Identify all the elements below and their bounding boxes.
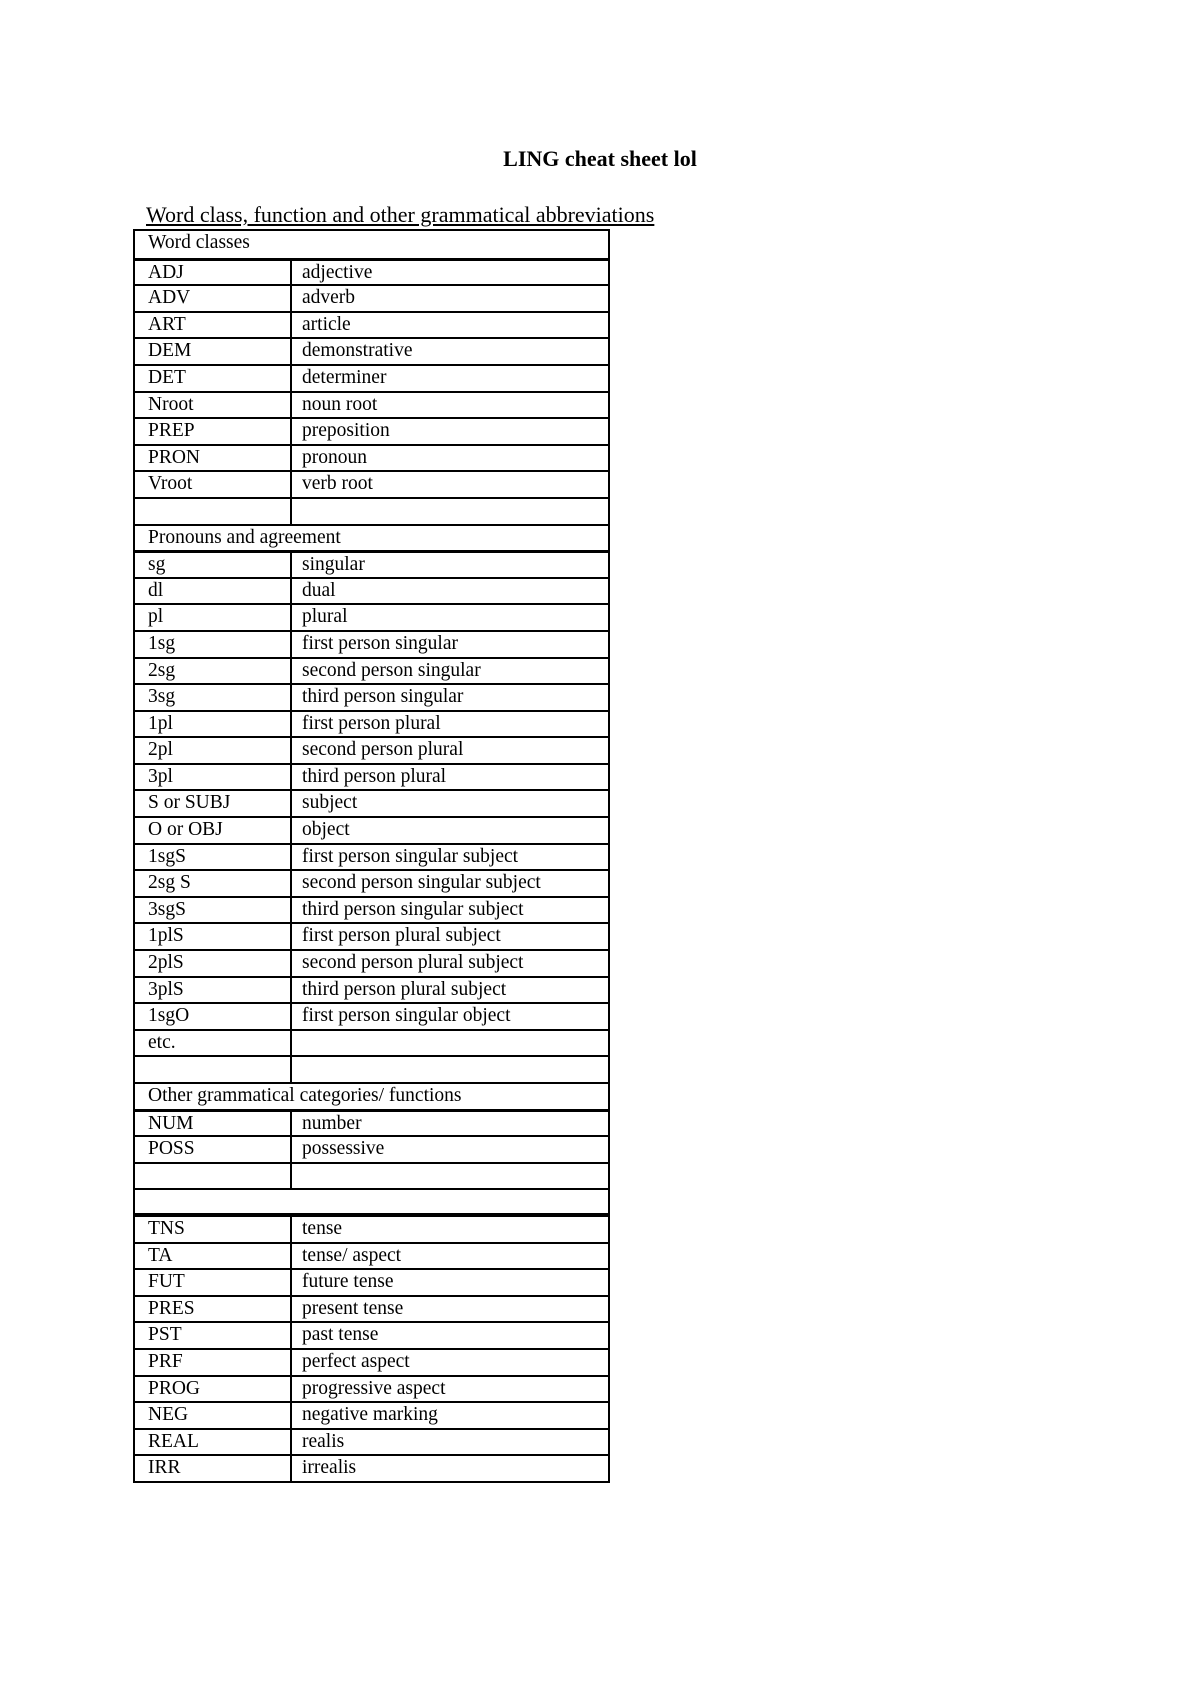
table-row <box>135 550 608 577</box>
abbreviation-cell: FUT <box>135 1270 292 1295</box>
abbreviation-cell: PREP <box>135 419 292 444</box>
meaning-cell: second person plural subject <box>302 952 524 974</box>
table-row <box>135 391 608 418</box>
abbreviation-cell: etc. <box>135 1031 292 1056</box>
abbreviation-cell: 2plS <box>135 951 292 976</box>
table-row <box>135 1109 608 1136</box>
meaning-cell: noun root <box>302 393 378 415</box>
table-row <box>135 577 608 604</box>
abbreviation-cell: 3pl <box>135 765 292 790</box>
abbreviation-cell: DEM <box>135 339 292 364</box>
abbreviation-cell: DET <box>135 366 292 391</box>
table-row <box>135 922 608 949</box>
abbreviation-cell: PROG <box>135 1377 292 1402</box>
abbreviation-cell: POSS <box>135 1137 292 1162</box>
abbreviation-cell: TA <box>135 1244 292 1269</box>
abbreviation-cell: sg <box>135 553 292 577</box>
page-subtitle: Word class, function and other grammatical abbreviations <box>146 202 655 227</box>
abbreviation-cell: O or OBJ <box>135 818 292 843</box>
table-row <box>135 896 608 923</box>
section-header-row <box>135 1082 608 1109</box>
meaning-cell: first person singular object <box>302 1005 511 1027</box>
table-row <box>135 444 608 471</box>
table-row <box>135 736 608 763</box>
meaning-cell: number <box>302 1112 362 1134</box>
meaning-cell: third person singular subject <box>302 898 524 920</box>
table-row <box>135 816 608 843</box>
table-row <box>135 364 608 391</box>
table-row <box>135 470 608 497</box>
abbreviation-cell: 1sg <box>135 632 292 657</box>
meaning-cell: dual <box>302 579 336 601</box>
abbreviation-cell: 1sgS <box>135 845 292 870</box>
table-row <box>135 311 608 338</box>
table-row <box>135 657 608 684</box>
section-header: Word classes <box>148 232 250 253</box>
meaning-cell: third person plural <box>302 765 447 787</box>
abbreviation-cell: S or SUBJ <box>135 791 292 816</box>
meaning-cell: object <box>302 819 350 841</box>
table-row <box>135 1321 608 1348</box>
table-row <box>135 284 608 311</box>
abbreviation-cell: Vroot <box>135 472 292 497</box>
abbreviation-cell: Nroot <box>135 393 292 418</box>
section-header-row <box>135 524 608 551</box>
abbreviation-cell: 2sg S <box>135 871 292 896</box>
meaning-cell: third person singular <box>302 686 464 708</box>
meaning-cell <box>292 1164 608 1189</box>
abbreviation-cell <box>135 499 292 524</box>
meaning-cell: perfect aspect <box>302 1350 410 1372</box>
table-row <box>135 763 608 790</box>
abbreviation-cell: REAL <box>135 1430 292 1455</box>
abbreviation-cell: TNS <box>135 1217 292 1242</box>
section-header: Pronouns and agreement <box>148 526 341 548</box>
table-row <box>135 789 608 816</box>
table-row <box>135 1268 608 1295</box>
table-row <box>135 630 608 657</box>
table-row <box>135 1029 608 1056</box>
meaning-cell: first person singular subject <box>302 845 519 867</box>
abbreviation-cell: 3plS <box>135 978 292 1003</box>
meaning-cell: realis <box>302 1430 345 1452</box>
table-row <box>135 869 608 896</box>
abbreviation-cell: 1pl <box>135 712 292 737</box>
page-title: LING cheat sheet lol <box>503 146 697 171</box>
table-row <box>135 1242 608 1269</box>
section-header: Other grammatical categories/ functions <box>148 1085 462 1106</box>
abbreviation-cell: pl <box>135 605 292 630</box>
table-row <box>135 1375 608 1402</box>
table-row <box>135 976 608 1003</box>
table-row <box>135 258 608 285</box>
meaning-cell: negative marking <box>302 1404 438 1426</box>
meaning-cell <box>292 499 608 524</box>
meaning-cell: progressive aspect <box>302 1377 446 1399</box>
meaning-cell: demonstrative <box>302 340 413 362</box>
abbreviation-cell: 2pl <box>135 738 292 763</box>
table-row <box>135 1162 608 1189</box>
abbreviation-cell: dl <box>135 579 292 604</box>
meaning-cell: second person singular <box>302 659 481 681</box>
meaning-cell: adjective <box>302 261 373 283</box>
meaning-cell: future tense <box>302 1271 394 1293</box>
abbreviation-cell: ART <box>135 313 292 338</box>
abbreviation-cell: 1plS <box>135 924 292 949</box>
meaning-cell: tense/ aspect <box>302 1244 402 1266</box>
abbreviation-cell <box>135 1057 292 1082</box>
table-row <box>135 1295 608 1322</box>
meaning-cell: pronoun <box>302 446 367 468</box>
meaning-cell: first person plural <box>302 712 441 734</box>
table-row <box>135 337 608 364</box>
abbreviation-cell: IRR <box>135 1456 292 1481</box>
meaning-cell: tense <box>302 1217 343 1239</box>
abbreviations-table <box>133 229 610 1483</box>
meaning-cell: article <box>302 313 351 335</box>
meaning-cell: third person plural subject <box>302 978 507 1000</box>
table-row <box>135 1055 608 1082</box>
table-row <box>135 1135 608 1162</box>
table-row <box>135 710 608 737</box>
meaning-cell: adverb <box>302 287 356 309</box>
table-row <box>135 949 608 976</box>
abbreviation-cell: 3sg <box>135 685 292 710</box>
table-row <box>135 1428 608 1455</box>
meaning-cell: past tense <box>302 1324 379 1346</box>
meaning-cell: second person plural <box>302 739 464 761</box>
table-row <box>135 1002 608 1029</box>
meaning-cell: possessive <box>302 1138 385 1160</box>
table-row <box>135 1215 608 1242</box>
meaning-cell: preposition <box>302 420 390 442</box>
meaning-cell <box>292 1057 608 1082</box>
table-row <box>135 603 608 630</box>
meaning-cell: first person singular <box>302 632 458 654</box>
table-row <box>135 843 608 870</box>
table-row <box>135 497 608 524</box>
table-row <box>135 1454 608 1481</box>
table-row <box>135 417 608 444</box>
abbreviation-cell: PRF <box>135 1350 292 1375</box>
meaning-cell: first person plural subject <box>302 925 501 947</box>
meaning-cell: subject <box>302 792 358 814</box>
meaning-cell <box>292 1031 608 1056</box>
meaning-cell: singular <box>302 554 365 576</box>
abbreviation-cell: PRES <box>135 1297 292 1322</box>
abbreviation-cell: ADJ <box>135 261 292 285</box>
abbreviation-cell: 1sgO <box>135 1004 292 1029</box>
meaning-cell: plural <box>302 606 348 628</box>
table-row <box>135 1401 608 1428</box>
table-gap-row <box>135 1188 608 1215</box>
meaning-cell: present tense <box>302 1297 404 1319</box>
section-header-row <box>135 231 608 258</box>
abbreviation-cell: ADV <box>135 286 292 311</box>
meaning-cell: determiner <box>302 366 387 388</box>
abbreviation-cell: NUM <box>135 1112 292 1136</box>
meaning-cell: second person singular subject <box>302 872 541 894</box>
meaning-cell: irrealis <box>302 1457 357 1479</box>
abbreviation-cell <box>135 1164 292 1189</box>
meaning-cell: verb root <box>302 473 373 495</box>
table-row <box>135 1348 608 1375</box>
abbreviation-cell: PRON <box>135 446 292 471</box>
table-row <box>135 683 608 710</box>
abbreviation-cell: NEG <box>135 1403 292 1428</box>
abbreviation-cell: 3sgS <box>135 898 292 923</box>
abbreviation-cell: PST <box>135 1323 292 1348</box>
abbreviation-cell: 2sg <box>135 659 292 684</box>
